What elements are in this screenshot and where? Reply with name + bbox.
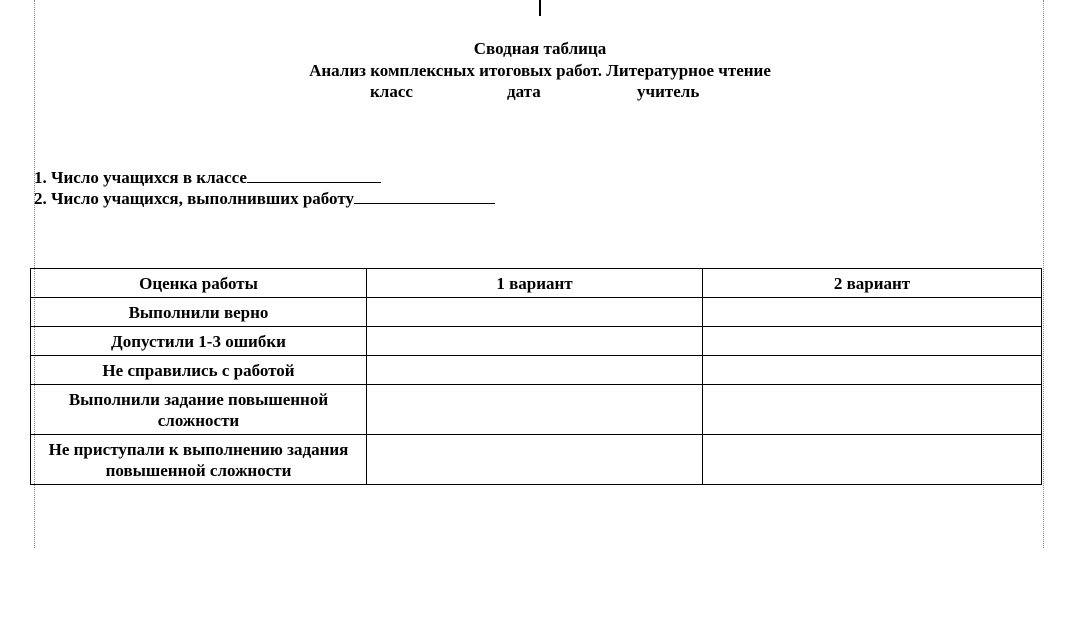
table-row <box>31 385 1042 435</box>
stat-blank-field[interactable] <box>354 189 495 204</box>
document-title: Сводная таблица <box>473 39 607 58</box>
meta-class-label: класс <box>370 82 413 101</box>
table-row <box>31 356 1042 385</box>
stat-label: 1. Число учащихся в классе <box>34 168 247 187</box>
cell-variant-2[interactable] <box>703 435 1042 485</box>
table-row <box>31 435 1042 485</box>
row-label: Не справились с работой <box>31 356 367 385</box>
cell-variant-1[interactable] <box>367 327 703 356</box>
cell-variant-2[interactable] <box>703 327 1042 356</box>
cell-variant-2[interactable] <box>703 385 1042 435</box>
summary-table <box>30 268 1042 485</box>
stat-line-students <box>34 168 381 188</box>
stat-line-completed <box>34 189 495 209</box>
row-label: Выполнили задание повышенной сложности <box>31 385 367 435</box>
cell-variant-1[interactable] <box>367 435 703 485</box>
meta-date-label: дата <box>507 82 541 101</box>
header-variant-1: 1 вариант <box>367 269 703 298</box>
cell-variant-1[interactable] <box>367 385 703 435</box>
cell-variant-1[interactable] <box>367 356 703 385</box>
row-label: Не приступали к выполнению задания повышенной сложности <box>31 435 367 485</box>
header-assessment: Оценка работы <box>31 269 367 298</box>
cell-variant-2[interactable] <box>703 298 1042 327</box>
header-variant-2: 2 вариант <box>703 269 1042 298</box>
table-row <box>31 327 1042 356</box>
stat-label: 2. Число учащихся, выполнивших работу <box>34 189 354 208</box>
stat-blank-field[interactable] <box>247 168 381 183</box>
table-row <box>31 298 1042 327</box>
row-label: Выполнили верно <box>31 298 367 327</box>
text-cursor <box>539 0 541 16</box>
meta-teacher-label: учитель <box>637 82 700 101</box>
table-header-row <box>31 269 1042 298</box>
cell-variant-1[interactable] <box>367 298 703 327</box>
cell-variant-2[interactable] <box>703 356 1042 385</box>
row-label: Допустили 1-3 ошибки <box>31 327 367 356</box>
document-subtitle: Анализ комплексных итоговых работ. Литературное чтение <box>309 61 771 80</box>
right-margin-guide <box>1043 0 1044 548</box>
